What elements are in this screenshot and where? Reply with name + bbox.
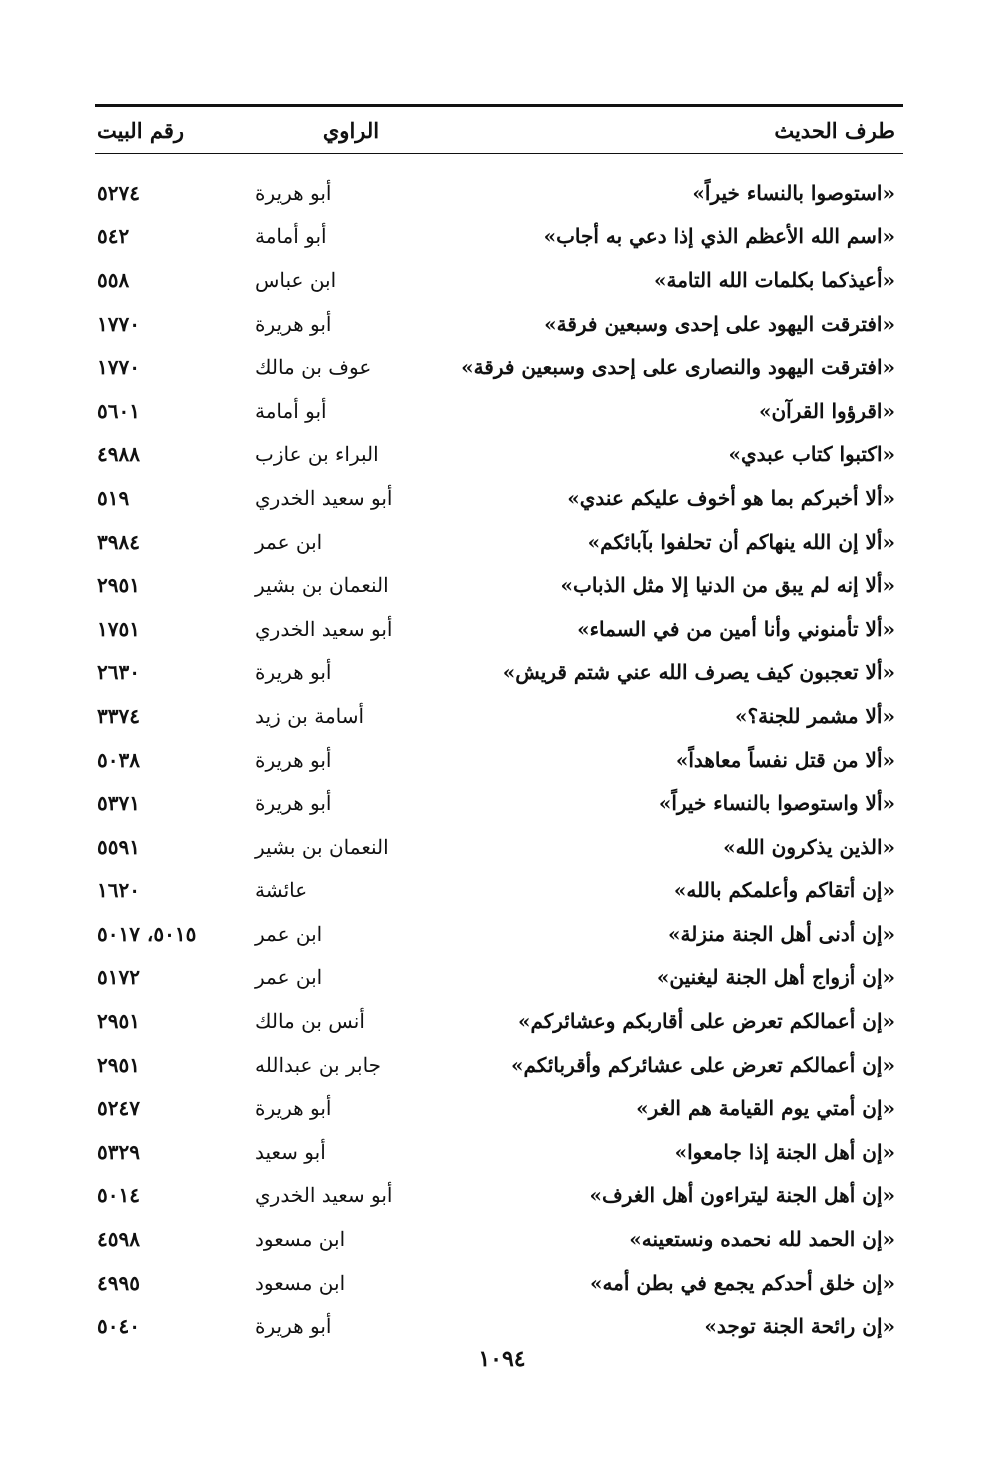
hadith-text: «إن رائحة الجنة توجد»	[704, 1314, 895, 1339]
narrator-name-text: أبو سعيد	[255, 1139, 326, 1164]
verse-number: ٥٠١٤	[97, 1183, 140, 1208]
hadith-text: «افترقت اليهود على إحدى وسبعين فرقة»	[544, 311, 895, 336]
table-row	[95, 476, 903, 520]
narrator-name-text: ابن عباس	[255, 267, 337, 292]
verse-number: ٥١٧٢	[97, 965, 140, 990]
verse-number: ٥٥٩١	[97, 834, 140, 859]
table-row	[95, 563, 903, 607]
hadith-text: «إن أعمالكم تعرض على عشائركم وأقربائكم»	[510, 1052, 895, 1077]
hadith-text: «إن أهل الجنة إذا جامعوا»	[674, 1139, 895, 1164]
table-row	[95, 215, 903, 259]
narrator-name-text: أبو هريرة	[255, 791, 332, 816]
narrator-name	[243, 1096, 459, 1120]
hadith-text: «إن خلق أحدكم يجمع في بطن أمه»	[589, 1270, 895, 1295]
verse-number: ١٧٥١	[97, 616, 140, 641]
header-rawi: الراوي	[322, 117, 380, 143]
narrator-name-text: أبو هريرة	[255, 311, 332, 336]
verse-number: ٥٦٠١	[97, 398, 140, 423]
narrator-name-text: أبو أمامة	[255, 398, 327, 423]
narrator-name	[243, 1009, 459, 1033]
table-row	[95, 738, 903, 782]
narrator-name-text: النعمان بن بشير	[255, 834, 389, 859]
verse-number: ٤٩٩٥	[97, 1270, 140, 1295]
hadith-text: «إن أتقاكم وأعلمكم بالله»	[673, 878, 895, 903]
narrator-name-text: أبو هريرة	[255, 180, 332, 205]
narrator-name	[243, 1227, 459, 1251]
table-header	[95, 107, 903, 154]
table-body	[95, 171, 903, 1348]
narrator-name	[243, 573, 459, 597]
narrator-name-text: النعمان بن بشير	[255, 573, 389, 598]
narrator-name	[243, 1183, 459, 1207]
verse-number: ٥٠١٥، ٥٠١٧	[97, 921, 197, 946]
table-row	[95, 607, 903, 651]
hadith-text: «إن أمتي يوم القيامة هم الغر»	[636, 1096, 895, 1121]
verse-number: ٢٦٣٠	[97, 660, 140, 685]
table-row	[95, 956, 903, 1000]
narrator-name	[243, 399, 459, 423]
hadith-text: «ألا تعجبون كيف يصرف الله عني شتم قريش»	[502, 660, 895, 685]
verse-number: ١٧٧٠	[97, 311, 140, 336]
hadith-text: «ألا إن الله ينهاكم أن تحلفوا بآبائكم»	[587, 529, 895, 554]
table-row	[95, 389, 903, 433]
page-number: ١٠٩٤	[478, 1346, 526, 1372]
verse-number: ٢٩٥١	[97, 573, 140, 598]
hadith-text: «إن أهل الجنة ليتراءون أهل الغرف»	[589, 1183, 895, 1208]
hadith-text: «افترقت اليهود والنصارى على إحدى وسبعين فرقة»	[461, 355, 895, 380]
verse-number: ٥٢٤٧	[97, 1096, 140, 1121]
table-row	[95, 1043, 903, 1087]
narrator-name-text: أبو أمامة	[255, 224, 327, 249]
table-row	[95, 1261, 903, 1305]
narrator-name	[243, 442, 459, 466]
hadith-text: «ألا مشمر للجنة؟»	[734, 703, 895, 728]
verse-number: ٤٥٩٨	[97, 1227, 140, 1252]
hadith-text: «ألا تأمنوني وأنا أمين من في السماء»	[577, 616, 895, 641]
hadith-text: «ألا واستوصوا بالنساء خيراً»	[658, 791, 895, 816]
hadith-text: «أعيذكما بكلمات الله التامة»	[653, 267, 895, 292]
narrator-name-text: ابن عمر	[255, 529, 323, 554]
table-row	[95, 433, 903, 477]
hadith-text: «اسم الله الأعظم الذي إذا دعي به أجاب»	[543, 224, 895, 249]
hadith-index-table	[95, 104, 903, 1348]
narrator-name	[243, 268, 459, 292]
verse-number: ١٦٢٠	[97, 878, 140, 903]
verse-number: ٤٩٨٨	[97, 442, 140, 467]
narrator-name	[243, 704, 459, 728]
verse-number: ١٧٧٠	[97, 355, 140, 380]
table-row	[95, 1086, 903, 1130]
table-row	[95, 1304, 903, 1348]
verse-number: ٥١٩	[97, 485, 130, 510]
narrator-name-text: عائشة	[255, 878, 308, 903]
narrator-name	[243, 835, 459, 859]
narrator-name	[243, 1271, 459, 1295]
narrator-name-text: أبو هريرة	[255, 747, 332, 772]
table-row	[95, 912, 903, 956]
narrator-name	[243, 1140, 459, 1164]
verse-number: ٥٣٧١	[97, 791, 140, 816]
narrator-name-text: عوف بن مالك	[255, 355, 372, 380]
narrator-name-text: أبو سعيد الخدري	[255, 616, 393, 641]
hadith-text: «الذين يذكرون الله»	[723, 834, 895, 859]
narrator-name	[243, 660, 459, 684]
narrator-name-text: ابن مسعود	[255, 1227, 346, 1252]
hadith-text: «اقرؤوا القرآن»	[758, 398, 895, 423]
narrator-name-text: أنس بن مالك	[255, 1009, 365, 1034]
table-row	[95, 1130, 903, 1174]
narrator-name	[243, 617, 459, 641]
verse-number: ٥٠٣٨	[97, 747, 140, 772]
narrator-name	[243, 878, 459, 902]
verse-number: ٥٣٢٩	[97, 1139, 140, 1164]
verse-number: ٥٥٨	[97, 267, 130, 292]
narrator-name	[243, 922, 459, 946]
narrator-name	[243, 355, 459, 379]
narrator-name	[243, 965, 459, 989]
narrator-name	[243, 181, 459, 205]
verse-number: ٥٢٧٤	[97, 180, 140, 205]
table-row	[95, 302, 903, 346]
table-row	[95, 781, 903, 825]
hadith-text: «ألا أخبركم بما هو أخوف عليكم عندي»	[567, 485, 895, 510]
verse-number: ٢٩٥١	[97, 1009, 140, 1034]
verse-number: ٥٤٢	[97, 224, 130, 249]
narrator-name	[243, 748, 459, 772]
table-row	[95, 825, 903, 869]
narrator-name-text: ابن عمر	[255, 921, 323, 946]
table-row	[95, 869, 903, 913]
narrator-name	[243, 486, 459, 510]
hadith-text: «اكتبوا كتاب عبدي»	[728, 442, 895, 467]
narrator-name	[243, 1053, 459, 1077]
narrator-name-text: أبو هريرة	[255, 660, 332, 685]
narrator-name	[243, 530, 459, 554]
narrator-name	[243, 791, 459, 815]
table-row	[95, 1217, 903, 1261]
narrator-name-text: البراء بن عازب	[255, 442, 379, 467]
narrator-name-text: أبو هريرة	[255, 1314, 332, 1339]
hadith-text: «إن الحمد لله نحمده ونستعينه»	[629, 1227, 895, 1252]
table-row	[95, 258, 903, 302]
hadith-text: «ألا إنه لم يبق من الدنيا إلا مثل الذباب»	[560, 573, 895, 598]
verse-number: ٣٩٨٤	[97, 529, 140, 554]
narrator-name	[243, 1314, 459, 1338]
hadith-text: «إن أدنى أهل الجنة منزلة»	[668, 921, 895, 946]
narrator-name-text: أسامة بن زيد	[255, 703, 365, 728]
narrator-name-text: أبو سعيد الخدري	[255, 485, 393, 510]
narrator-name-text: ابن مسعود	[255, 1270, 346, 1295]
narrator-name-text: أبو هريرة	[255, 1096, 332, 1121]
narrator-name-text: أبو سعيد الخدري	[255, 1183, 393, 1208]
table-row	[95, 171, 903, 215]
table-row	[95, 520, 903, 564]
narrator-name	[243, 312, 459, 336]
table-row	[95, 651, 903, 695]
narrator-name-text: ابن عمر	[255, 965, 323, 990]
verse-number: ٢٩٥١	[97, 1052, 140, 1077]
hadith-text: «استوصوا بالنساء خيراً»	[692, 180, 895, 205]
table-row	[95, 999, 903, 1043]
verse-number: ٣٣٧٤	[97, 703, 140, 728]
header-number: رقم البيت	[97, 117, 184, 143]
hadith-text: «ألا من قتل نفساً معاهداً»	[675, 747, 895, 772]
table-row	[95, 345, 903, 389]
header-hadith: طرف الحديث	[774, 117, 895, 143]
narrator-name	[243, 224, 459, 248]
table-row	[95, 1174, 903, 1218]
table-row	[95, 694, 903, 738]
hadith-text: «إن أزواج أهل الجنة ليغنين»	[656, 965, 895, 990]
verse-number: ٥٠٤٠	[97, 1314, 140, 1339]
narrator-name-text: جابر بن عبدالله	[255, 1052, 382, 1077]
hadith-text: «إن أعمالكم تعرض على أقاربكم وعشائركم»	[517, 1009, 895, 1034]
